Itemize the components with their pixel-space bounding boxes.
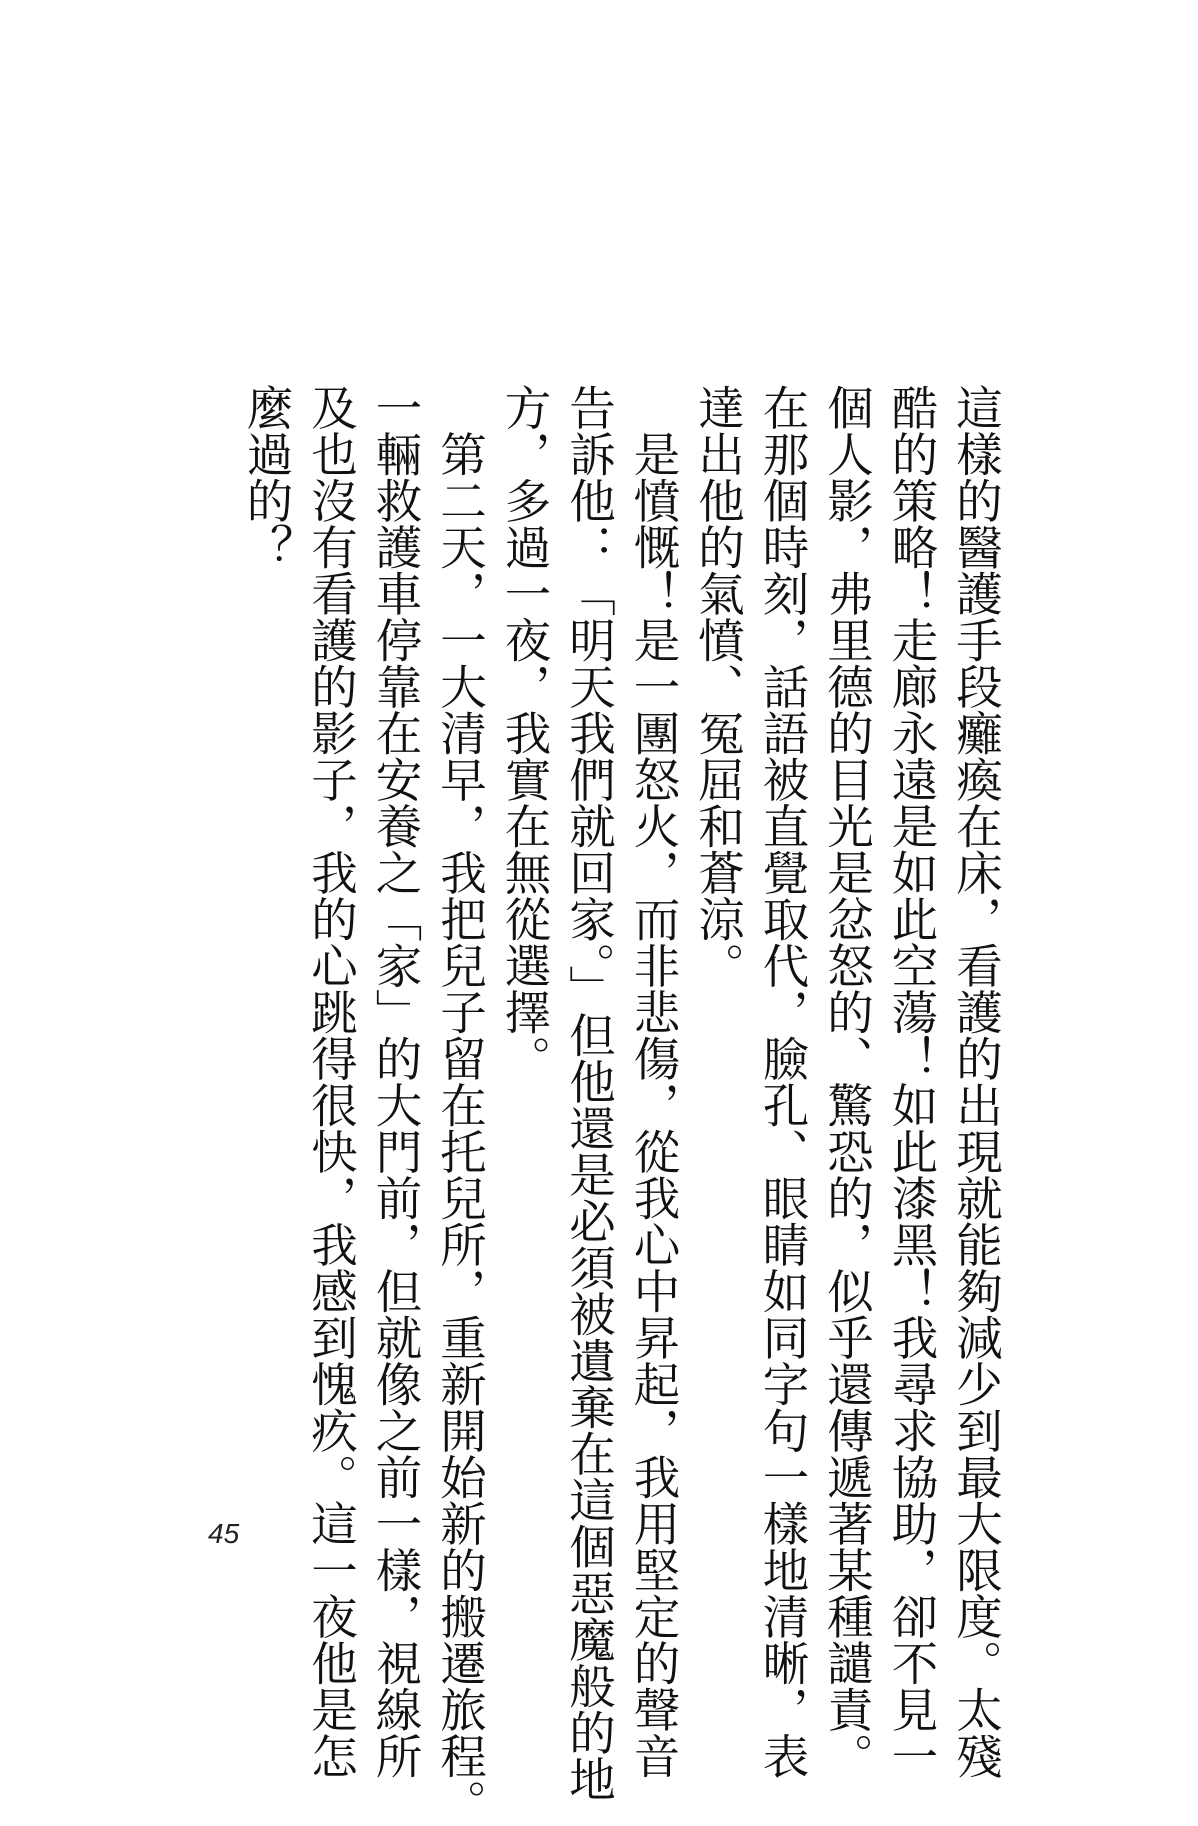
text-line-10: 一輛救護車停靠在安養之「家」的大門前，但就像之前一樣，視線所 <box>368 384 423 1779</box>
text-line-1: 這樣的醫護手段癱瘓在床，看護的出現就能夠減少到最大限度。太殘 <box>949 384 1003 1779</box>
text-line-4: 在那個時刻，話語被直覺取代，臉孔、眼睛如同字句一樣地清晰，表 <box>755 384 810 1779</box>
text-line-7: 告訴他：「明天我們就回家。」但他還是必須被遺棄在這個惡魔般的地 <box>562 384 616 1803</box>
text-line-12: 麼過的？ <box>239 384 294 570</box>
page-number: 45 <box>208 1518 240 1549</box>
text-line-6: 是憤慨！是一團怒火，而非悲傷，從我心中昇起，我用堅定的聲音 <box>626 384 681 1779</box>
text-line-2: 酷的策略！走廊永遠是如此空蕩！如此漆黑！我尋求協助，卻不見一 <box>884 384 939 1779</box>
text-line-3: 個人影，弗里德的目光是忿怒的、驚恐的，似乎還傳遞著某種譴責。 <box>820 384 874 1779</box>
text-line-8: 方，多過一夜，我實在無從選擇。 <box>497 384 552 1082</box>
text-line-5: 達出他的氣憤、冤屈和蒼涼。 <box>691 384 745 989</box>
vertical-text-body <box>234 384 1008 1826</box>
text-line-11: 及也沒有看護的影子，我的心跳得很快，我感到愧疚。這一夜他是怎 <box>304 384 358 1779</box>
text-line-9: 第二天，一大清早，我把兒子留在托兒所，重新開始新的搬遷旅程。 <box>433 384 487 1826</box>
